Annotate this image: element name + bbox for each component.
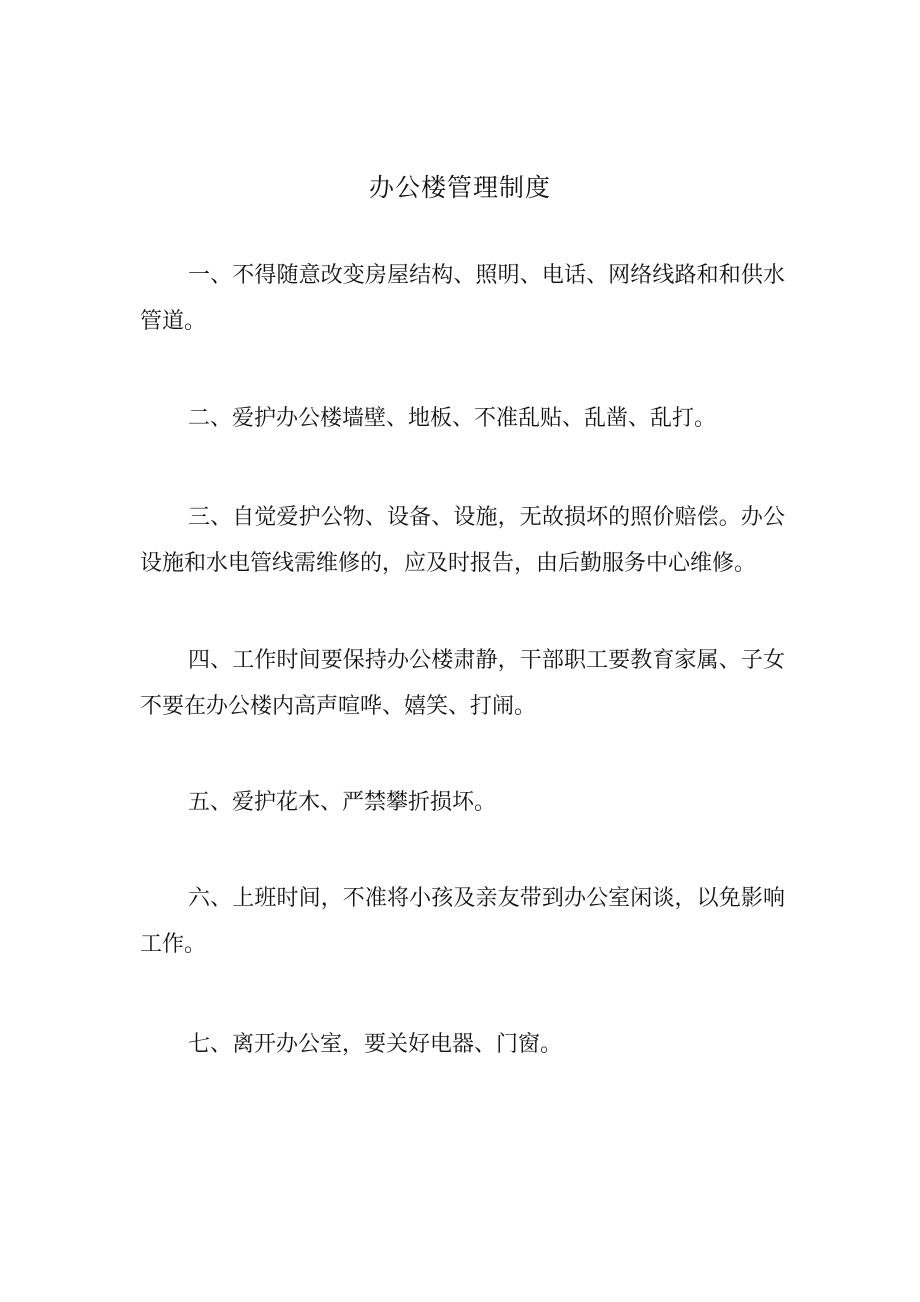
clause-5: 五、爱护花木、严禁攀折损坏。 bbox=[188, 790, 497, 815]
clause-6: 六、上班时间，不准将小孩及亲友带到办公室闲谈，以免影响工作。 bbox=[140, 886, 785, 957]
clause-3: 三、自觉爱护公物、设备、设施，无故损坏的照价赔偿。办公设施和水电管线需维修的，应及时报告，由后勤服务中心维修。 bbox=[140, 505, 785, 576]
clause-2: 二、爱护办公楼墙壁、地板、不准乱贴、乱凿、乱打。 bbox=[188, 406, 717, 431]
clause-4: 四、工作时间要保持办公楼肃静，干部职工要教育家属、子女不要在办公楼内高声喧哗、嬉笑、打闹。 bbox=[140, 648, 785, 719]
clause-1: 一、不得随意改变房屋结构、照明、电话、网络线路和和供水管道。 bbox=[140, 263, 785, 334]
document-title: 办公楼管理制度 bbox=[368, 173, 551, 202]
clause-7: 七、离开办公室，要关好电器、门窗。 bbox=[188, 1032, 563, 1057]
